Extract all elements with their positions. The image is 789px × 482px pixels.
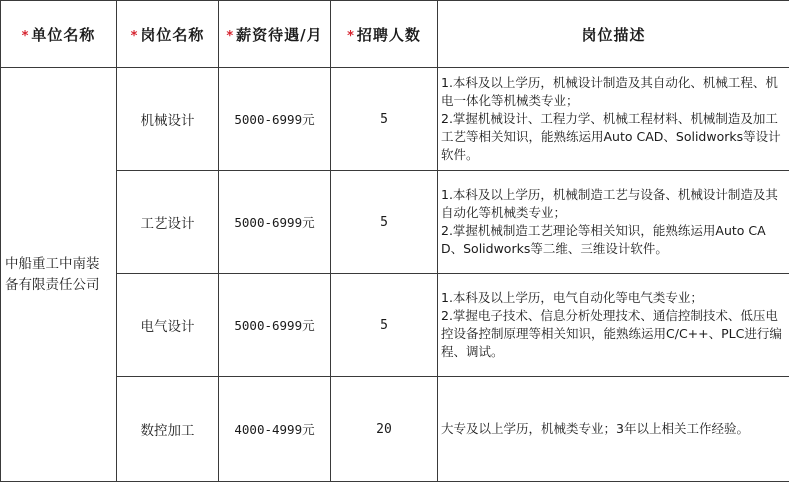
header-row	[1, 1, 789, 68]
count-cell: 5	[331, 68, 438, 171]
salary-cell: 5000-6999元	[219, 274, 331, 377]
header-company	[1, 1, 117, 68]
header-company-label: 单位名称	[31, 25, 96, 44]
description-line: 2.掌握机械制造工艺理论等相关知识，能熟练运用Auto CAD、Solidworks等二维、三维设计软件。	[441, 223, 766, 256]
position-cell: 数控加工	[117, 377, 219, 482]
table-row	[1, 377, 789, 482]
header-salary-label: 薪资待遇/月	[236, 25, 323, 44]
required-mark: *	[347, 28, 355, 44]
salary-cell: 5000-6999元	[219, 171, 331, 274]
table-row	[1, 68, 789, 171]
description-line: 1.本科及以上学历，机械设计制造及其自动化、机械工程、机电一体化等机械类专业；	[441, 75, 778, 108]
count-cell: 5	[331, 171, 438, 274]
required-mark: *	[226, 28, 235, 44]
position-cell: 电气设计	[117, 274, 219, 377]
position-cell: 工艺设计	[117, 171, 219, 274]
header-count-label: 招聘人数	[356, 25, 421, 44]
description-cell	[438, 68, 789, 171]
table-row	[1, 274, 789, 377]
description-cell	[438, 171, 789, 274]
count-cell: 20	[331, 377, 438, 482]
header-count	[331, 1, 438, 68]
salary-cell: 4000-4999元	[219, 377, 331, 482]
description-cell	[438, 274, 789, 377]
table-row	[1, 171, 789, 274]
description-line: 1.本科及以上学历，机械制造工艺与设备、机械设计制造及其自动化等机械类专业；	[441, 187, 778, 220]
header-position-label: 岗位名称	[140, 25, 205, 44]
header-salary	[219, 1, 331, 68]
position-cell: 机械设计	[117, 68, 219, 171]
description-cell	[438, 377, 789, 482]
header-position	[117, 1, 219, 68]
company-cell: 中船重工中南装备有限责任公司	[1, 68, 117, 482]
description-line: 1.本科及以上学历，电气自动化等电气类专业；	[441, 290, 703, 305]
count-cell: 5	[331, 274, 438, 377]
header-description	[438, 1, 789, 68]
description-line: 大专及以上学历，机械类专业；3年以上相关工作经验。	[441, 421, 749, 436]
description-line: 2.掌握电子技术、信息分析处理技术、通信控制技术、低压电控设备控制原理等相关知识，能熟练运用C/C++、PLC进行编程、调试。	[441, 308, 782, 359]
header-description-label: 岗位描述	[581, 25, 646, 44]
required-mark: *	[21, 28, 30, 44]
description-line: 2.掌握机械设计、工程力学、机械工程材料、机械制造及加工工艺等相关知识，能熟练运用Auto CAD、Solidworks等设计软件。	[441, 111, 781, 162]
salary-cell: 5000-6999元	[219, 68, 331, 171]
required-mark: *	[130, 28, 139, 44]
